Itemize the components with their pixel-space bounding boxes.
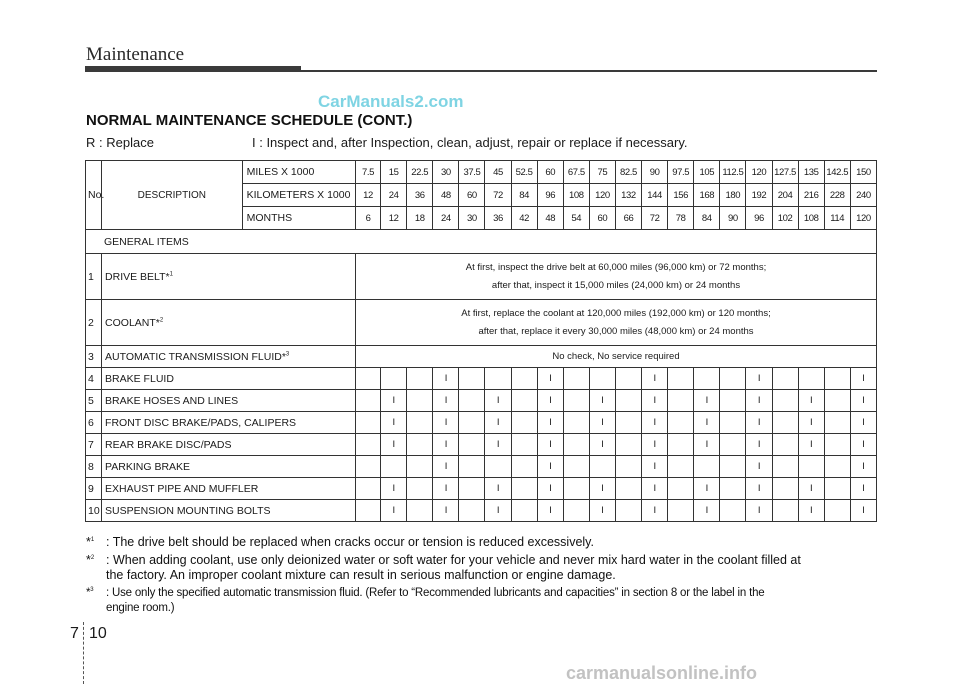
schedule-cell: [511, 434, 537, 456]
footnote: [86, 535, 594, 550]
row-number: 8: [86, 456, 102, 478]
table-row: [86, 434, 877, 456]
watermark-top: CarManuals2.com: [318, 92, 464, 111]
miles-value: 150: [850, 161, 876, 184]
km-value: 36: [407, 184, 433, 207]
miles-value: 45: [485, 161, 511, 184]
row-footnote-mark: 1: [169, 271, 173, 277]
km-value: 192: [746, 184, 772, 207]
schedule-cell: [511, 412, 537, 434]
months-value: 102: [772, 207, 798, 230]
schedule-cell: I: [537, 412, 563, 434]
schedule-cell: I: [798, 500, 824, 522]
schedule-cell: I: [485, 412, 511, 434]
schedule-cell: I: [381, 478, 407, 500]
km-value: 84: [511, 184, 537, 207]
miles-value: 67.5: [563, 161, 589, 184]
schedule-cell: [407, 478, 433, 500]
header-row-miles: [86, 161, 877, 184]
schedule-cell: [407, 456, 433, 478]
months-value: 48: [537, 207, 563, 230]
section-title: NORMAL MAINTENANCE SCHEDULE (CONT.): [86, 112, 413, 129]
schedule-cell: [485, 368, 511, 390]
schedule-cell: [563, 390, 589, 412]
miles-value: 22.5: [407, 161, 433, 184]
schedule-cell: I: [850, 368, 876, 390]
schedule-cell: [668, 390, 694, 412]
page-separator: [83, 622, 85, 684]
km-value: 132: [615, 184, 641, 207]
miles-value: 7.5: [356, 161, 381, 184]
months-value: 54: [563, 207, 589, 230]
row-note-line: No check, No service required: [552, 350, 680, 362]
schedule-cell: [772, 478, 798, 500]
schedule-cell: I: [589, 390, 615, 412]
schedule-cell: I: [642, 368, 668, 390]
schedule-cell: I: [642, 412, 668, 434]
schedule-cell: I: [485, 434, 511, 456]
miles-value: 112.5: [720, 161, 746, 184]
schedule-cell: [407, 368, 433, 390]
header-rule-thick: [85, 66, 301, 72]
table-row: [86, 456, 877, 478]
schedule-cell: I: [694, 500, 720, 522]
row-note: [356, 254, 877, 300]
header-rule-thin: [301, 70, 877, 72]
schedule-cell: [615, 434, 641, 456]
km-value: 96: [537, 184, 563, 207]
schedule-cell: [798, 456, 824, 478]
schedule-cell: [563, 500, 589, 522]
months-value: 90: [720, 207, 746, 230]
footnote-text: : The drive belt should be replaced when cracks occur or tension is reduced excessively.: [106, 535, 594, 549]
schedule-cell: [407, 434, 433, 456]
schedule-cell: [694, 368, 720, 390]
schedule-cell: [824, 368, 850, 390]
months-value: 42: [511, 207, 537, 230]
schedule-cell: [694, 456, 720, 478]
row-footnote-mark: 2: [159, 317, 164, 323]
row-note-line: after that, replace it every 30,000 miles (48,000 km) or 24 months: [478, 325, 754, 337]
schedule-cell: I: [850, 412, 876, 434]
months-value: 6: [356, 207, 381, 230]
schedule-cell: [563, 478, 589, 500]
schedule-cell: [668, 434, 694, 456]
row-description: [102, 478, 356, 500]
maintenance-schedule-table: [85, 160, 877, 522]
schedule-cell: [772, 456, 798, 478]
footnote-number: 1: [90, 536, 95, 543]
footnote-mark: [86, 553, 106, 568]
km-value: 216: [798, 184, 824, 207]
schedule-cell: [615, 500, 641, 522]
months-value: 60: [589, 207, 615, 230]
schedule-cell: [589, 456, 615, 478]
schedule-cell: [511, 456, 537, 478]
schedule-cell: [563, 456, 589, 478]
row-description: [102, 500, 356, 522]
schedule-cell: [615, 456, 641, 478]
months-value: 72: [642, 207, 668, 230]
months-value: 120: [850, 207, 876, 230]
schedule-cell: [563, 434, 589, 456]
schedule-cell: I: [433, 434, 459, 456]
schedule-cell: [615, 390, 641, 412]
row-description: [102, 346, 356, 368]
schedule-cell: [772, 412, 798, 434]
km-value: 48: [433, 184, 459, 207]
schedule-cell: I: [381, 412, 407, 434]
schedule-cell: [459, 478, 485, 500]
miles-value: 142.5: [824, 161, 850, 184]
schedule-cell: I: [537, 478, 563, 500]
schedule-cell: [824, 478, 850, 500]
row-description-text: AUTOMATIC TRANSMISSION FLUID*: [105, 350, 286, 363]
schedule-cell: [356, 368, 381, 390]
footnote-asterisk: *: [86, 553, 91, 567]
miles-value: 15: [381, 161, 407, 184]
row-description: [102, 456, 356, 478]
row-footnote-mark: 3: [285, 351, 290, 357]
schedule-cell: [511, 368, 537, 390]
schedule-cell: [798, 368, 824, 390]
schedule-cell: I: [485, 390, 511, 412]
km-value: 144: [642, 184, 668, 207]
km-value: 156: [668, 184, 694, 207]
general-items-label: GENERAL ITEMS: [86, 230, 877, 254]
schedule-cell: [381, 456, 407, 478]
watermark-bottom: carmanualsonline.info: [566, 663, 758, 683]
footnote-asterisk: *: [86, 587, 91, 599]
schedule-cell: I: [433, 368, 459, 390]
months-value: 78: [668, 207, 694, 230]
schedule-cell: [511, 500, 537, 522]
footnote-text: : When adding coolant, use only deionized water or soft water for your vehicle and never mix hard water in the coolant filled at: [106, 553, 801, 567]
row-note: [356, 346, 877, 368]
schedule-cell: [459, 412, 485, 434]
row-description-text: SUSPENSION MOUNTING BOLTS: [105, 504, 271, 517]
footnote: [86, 553, 801, 583]
row-description-text: DRIVE BELT*: [105, 270, 170, 283]
schedule-cell: I: [850, 390, 876, 412]
schedule-cell: [668, 500, 694, 522]
footnote-asterisk: *: [86, 535, 91, 549]
schedule-cell: I: [746, 434, 772, 456]
row-number: 6: [86, 412, 102, 434]
legend-replace: R : Replace: [86, 135, 154, 150]
row-description-text: FRONT DISC BRAKE/PADS, CALIPERS: [105, 416, 297, 429]
legend-inspect: I : Inspect and, after Inspection, clean, adjust, repair or replace if necessary.: [252, 135, 688, 150]
km-value: 108: [563, 184, 589, 207]
km-value: 24: [381, 184, 407, 207]
schedule-cell: I: [694, 434, 720, 456]
schedule-cell: [720, 456, 746, 478]
schedule-cell: I: [589, 434, 615, 456]
schedule-cell: [772, 390, 798, 412]
schedule-cell: I: [433, 390, 459, 412]
schedule-cell: [485, 456, 511, 478]
miles-value: 60: [537, 161, 563, 184]
schedule-cell: I: [381, 434, 407, 456]
schedule-cell: I: [694, 390, 720, 412]
row-number: 10: [86, 500, 102, 522]
km-label: KILOMETERS X 1000: [242, 184, 355, 207]
footnote-mark: [86, 535, 106, 550]
schedule-cell: I: [746, 390, 772, 412]
schedule-cell: [824, 412, 850, 434]
miles-value: 52.5: [511, 161, 537, 184]
months-value: 36: [485, 207, 511, 230]
schedule-cell: I: [381, 390, 407, 412]
km-value: 180: [720, 184, 746, 207]
schedule-cell: [668, 478, 694, 500]
schedule-cell: I: [746, 500, 772, 522]
months-value: 24: [433, 207, 459, 230]
schedule-cell: [356, 390, 381, 412]
row-number: 3: [86, 346, 102, 368]
row-description-text: PARKING BRAKE: [105, 460, 191, 473]
km-value: 240: [850, 184, 876, 207]
table-row: [86, 412, 877, 434]
schedule-cell: I: [850, 500, 876, 522]
schedule-cell: I: [537, 368, 563, 390]
schedule-cell: [459, 456, 485, 478]
table-row: [86, 478, 877, 500]
row-description: [102, 300, 356, 346]
schedule-cell: [772, 434, 798, 456]
schedule-cell: [563, 368, 589, 390]
table-row: [86, 500, 877, 522]
schedule-cell: [772, 500, 798, 522]
miles-value: 30: [433, 161, 459, 184]
schedule-cell: [720, 368, 746, 390]
schedule-cell: [772, 368, 798, 390]
table-row: [86, 300, 877, 346]
schedule-cell: [615, 368, 641, 390]
miles-value: 75: [589, 161, 615, 184]
months-value: 114: [824, 207, 850, 230]
months-value: 12: [381, 207, 407, 230]
schedule-cell: [615, 478, 641, 500]
schedule-cell: [356, 412, 381, 434]
schedule-cell: I: [694, 412, 720, 434]
schedule-cell: [511, 478, 537, 500]
footnote-number: 3: [90, 587, 94, 594]
row-number: 7: [86, 434, 102, 456]
miles-value: 82.5: [615, 161, 641, 184]
schedule-cell: [407, 412, 433, 434]
schedule-cell: [668, 412, 694, 434]
schedule-cell: [720, 500, 746, 522]
schedule-cell: [511, 390, 537, 412]
description-header: DESCRIPTION: [102, 161, 243, 230]
months-value: 96: [746, 207, 772, 230]
schedule-cell: [563, 412, 589, 434]
row-description: [102, 254, 356, 300]
row-description-text: BRAKE FLUID: [105, 372, 174, 385]
km-value: 12: [356, 184, 381, 207]
footnote-continuation: engine room.): [106, 602, 175, 614]
miles-value: 97.5: [668, 161, 694, 184]
schedule-cell: [824, 390, 850, 412]
schedule-cell: I: [850, 478, 876, 500]
schedule-cell: I: [433, 500, 459, 522]
miles-value: 135: [798, 161, 824, 184]
schedule-cell: [615, 412, 641, 434]
schedule-cell: [407, 500, 433, 522]
schedule-cell: I: [798, 412, 824, 434]
schedule-cell: [668, 456, 694, 478]
schedule-cell: [356, 500, 381, 522]
schedule-cell: [407, 390, 433, 412]
schedule-cell: [824, 434, 850, 456]
schedule-cell: I: [537, 456, 563, 478]
table-row: [86, 346, 877, 368]
schedule-cell: I: [746, 368, 772, 390]
km-value: 168: [694, 184, 720, 207]
schedule-cell: I: [433, 456, 459, 478]
schedule-cell: [459, 390, 485, 412]
schedule-cell: [720, 478, 746, 500]
row-description-text: EXHAUST PIPE AND MUFFLER: [105, 482, 259, 495]
schedule-cell: [459, 434, 485, 456]
schedule-cell: [668, 368, 694, 390]
footnote: [86, 586, 764, 616]
table-row: [86, 368, 877, 390]
schedule-cell: [824, 500, 850, 522]
km-value: 204: [772, 184, 798, 207]
schedule-cell: [381, 368, 407, 390]
schedule-cell: I: [746, 456, 772, 478]
schedule-cell: [720, 434, 746, 456]
row-number: 9: [86, 478, 102, 500]
schedule-cell: I: [642, 434, 668, 456]
row-description: [102, 368, 356, 390]
schedule-cell: I: [537, 390, 563, 412]
schedule-cell: I: [485, 478, 511, 500]
page-chapter: 7: [70, 625, 79, 642]
table-row: [86, 390, 877, 412]
schedule-cell: I: [485, 500, 511, 522]
schedule-cell: [356, 434, 381, 456]
months-value: 66: [615, 207, 641, 230]
schedule-cell: I: [589, 412, 615, 434]
schedule-cell: I: [798, 390, 824, 412]
months-value: 18: [407, 207, 433, 230]
no-header: No.: [86, 161, 102, 230]
general-items-row: [86, 230, 877, 254]
row-note-line: At first, replace the coolant at 120,000 miles (192,000 km) or 120 months;: [461, 307, 771, 319]
row-note: [356, 300, 877, 346]
row-number: 1: [86, 254, 102, 300]
miles-value: 90: [642, 161, 668, 184]
miles-value: 37.5: [459, 161, 485, 184]
schedule-cell: I: [694, 478, 720, 500]
miles-value: 127.5: [772, 161, 798, 184]
schedule-cell: [356, 478, 381, 500]
schedule-cell: [720, 412, 746, 434]
schedule-cell: [459, 500, 485, 522]
page-header-title: Maintenance: [86, 44, 185, 65]
row-description: [102, 434, 356, 456]
footnote-text: : Use only the specified automatic transmission fluid. (Refer to “Recommended lubricants and capacities” in section 8 or the label in the: [106, 587, 765, 599]
months-value: 84: [694, 207, 720, 230]
row-description-text: REAR BRAKE DISC/PADS: [105, 438, 232, 451]
row-note-line: At first, inspect the drive belt at 60,000 miles (96,000 km) or 72 months;: [465, 261, 767, 273]
schedule-cell: [459, 368, 485, 390]
schedule-cell: I: [798, 434, 824, 456]
schedule-cell: I: [642, 456, 668, 478]
row-description: [102, 412, 356, 434]
schedule-cell: I: [433, 412, 459, 434]
schedule-cell: [720, 390, 746, 412]
km-value: 72: [485, 184, 511, 207]
miles-value: 105: [694, 161, 720, 184]
schedule-cell: [356, 456, 381, 478]
row-number: 4: [86, 368, 102, 390]
km-value: 120: [589, 184, 615, 207]
schedule-cell: I: [537, 434, 563, 456]
months-label: MONTHS: [242, 207, 355, 230]
row-note-line: after that, inspect it 15,000 miles (24,000 km) or 24 months: [491, 279, 741, 291]
schedule-cell: I: [746, 478, 772, 500]
schedule-cell: [824, 456, 850, 478]
schedule-cell: I: [850, 434, 876, 456]
schedule-cell: I: [537, 500, 563, 522]
km-value: 60: [459, 184, 485, 207]
schedule-cell: I: [642, 478, 668, 500]
schedule-cell: [589, 368, 615, 390]
table-row: [86, 254, 877, 300]
schedule-cell: I: [746, 412, 772, 434]
schedule-cell: I: [589, 500, 615, 522]
row-number: 2: [86, 300, 102, 346]
row-description-text: COOLANT*: [105, 316, 160, 329]
schedule-cell: I: [850, 456, 876, 478]
row-description-text: BRAKE HOSES AND LINES: [105, 394, 239, 407]
km-value: 228: [824, 184, 850, 207]
page-number: 10: [89, 625, 107, 642]
schedule-cell: I: [642, 500, 668, 522]
schedule-cell: I: [381, 500, 407, 522]
footnote-continuation: the factory. An improper coolant mixture can result in serious malfunction or engine damage.: [106, 568, 616, 582]
miles-label: MILES X 1000: [242, 161, 355, 184]
footnote-number: 2: [90, 554, 95, 561]
schedule-cell: I: [642, 390, 668, 412]
months-value: 108: [798, 207, 824, 230]
footnote-mark: [86, 586, 106, 601]
row-description: [102, 390, 356, 412]
miles-value: 120: [746, 161, 772, 184]
months-value: 30: [459, 207, 485, 230]
schedule-cell: I: [589, 478, 615, 500]
schedule-cell: I: [798, 478, 824, 500]
schedule-cell: I: [433, 478, 459, 500]
row-number: 5: [86, 390, 102, 412]
